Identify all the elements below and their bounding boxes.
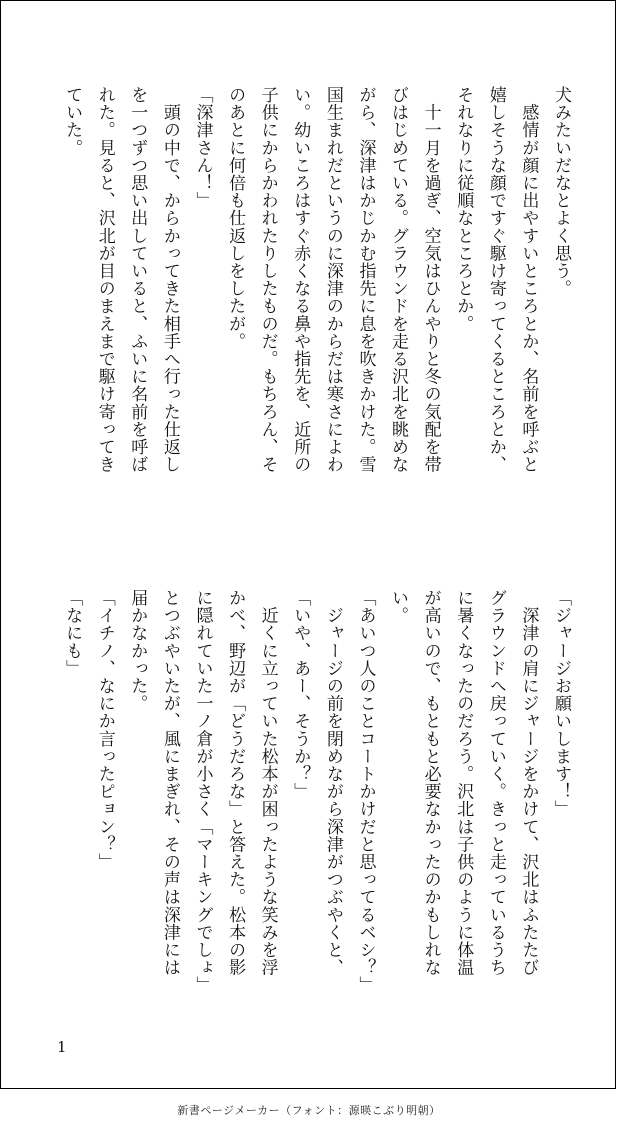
text-line: ていた。 — [62, 86, 83, 157]
text-line: 「ジャージお願いします！」 — [551, 589, 571, 818]
text-line: を一つずつ思い出していると、ふいに名前を呼ば — [127, 86, 148, 474]
text-line: 嬉しそうな顔ですぐ駆け寄ってくるところとか、 — [485, 86, 506, 474]
text-line: 届かなかった。 — [127, 589, 148, 713]
text-line: 「イチノ、なにか言ったピョン？」 — [94, 589, 115, 871]
text-line: それなりに従順なところとか。 — [453, 86, 474, 333]
text-line: とつぶやいたが、風にまぎれ、その声は深津には — [159, 589, 180, 977]
lower-text-block — [37, 589, 577, 1009]
text-line: がら、深津はかじかむ指先に息を吹きかけた。雪 — [355, 86, 376, 474]
text-line: い。幼いころはすぐ赤くなる鼻や指先を、近所の — [290, 86, 311, 474]
text-line: 頭の中で、からかってきた相手へ行った仕返し — [159, 86, 180, 474]
text-line: 「あいつ人のことコートかけだと思ってるベシ？」 — [355, 589, 376, 994]
text-line: 国生まれだというのに深津のからだは寒さによわ — [322, 86, 343, 474]
page-number: 1 — [57, 1038, 67, 1056]
text-line: 犬みたいだなとよく思う。 — [551, 86, 571, 298]
text-line: が高いので、もともと必要なかったのかもしれな — [420, 589, 441, 977]
text-line: びはじめている。グラウンドを走る沢北を眺めな — [388, 86, 409, 474]
text-line: 「なにも」 — [62, 589, 83, 677]
text-line: 「深津さん！」 — [192, 86, 213, 210]
text-line: に暑くなったのだろう。沢北は子供のように体温 — [453, 589, 474, 977]
text-line: 子供にからかわれたりしたものだ。もちろん、そ — [257, 86, 278, 474]
footer-credit: 新書ページメーカー（フォント：源暎こぶり明朝） — [177, 1104, 441, 1117]
text-line: 近くに立っていた松本が困ったような笑みを浮 — [257, 589, 278, 977]
text-line: 深津の肩にジャージをかけて、沢北はふたたび — [518, 589, 539, 977]
text-line: 「いや、あー、そうか？」 — [290, 589, 311, 801]
text-line: ジャージの前を閉めながら深津がつぶやくと、 — [322, 589, 343, 977]
text-line: れた。見ると、沢北が目のまえまで駆け寄ってき — [94, 86, 115, 474]
text-line: かべ、野辺が「どうだろな」と答えた。松本の影 — [225, 589, 246, 977]
text-line: 感情が顔に出やすいところとか、名前を呼ぶと — [518, 86, 539, 474]
text-line: のあとに何倍も仕返しをしたが。 — [225, 86, 246, 350]
text-line: グラウンドへ戻っていく。きっと走っているうち — [485, 589, 506, 977]
text-line: 十一月を過ぎ、空気はひんやりと冬の気配を帯 — [420, 86, 441, 474]
text-line: に隠れていた一ノ倉が小さく「マーキングでしょ」 — [192, 589, 213, 994]
upper-text-block — [37, 86, 577, 526]
text-line: い。 — [388, 589, 409, 625]
